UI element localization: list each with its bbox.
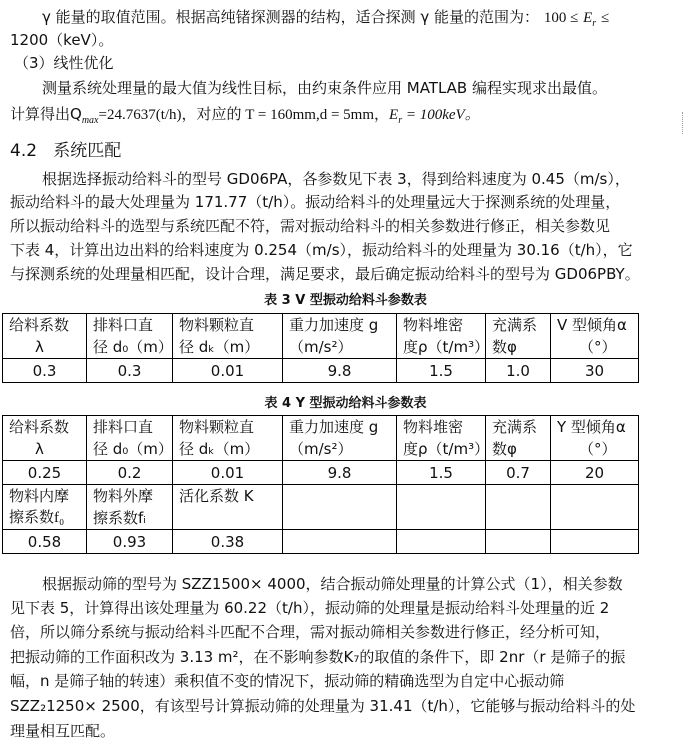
paragraph2-line2 (10, 103, 683, 132)
table4-value-row (3, 461, 639, 485)
paragraph1-text: γ 能量的取值范围。根据高纯锗探测器的结构，适合探测 γ 能量的范围为： (42, 8, 540, 26)
table4-header-cell (397, 416, 490, 461)
header-line: 度ρ（t/m³） (403, 440, 490, 458)
table3-value-cell: 0.3 (3, 359, 87, 383)
paragraph3-line: 根据选择振动给料斗的型号 GD06PA，各参数见下表 3，得到给料速度为 0.45（m/s）， (42, 170, 630, 188)
energy-variable: E (583, 10, 593, 26)
table4-value-cell: 0.01 (173, 461, 283, 485)
table4-header-cell (551, 416, 639, 461)
table3-value-cell: 30 (551, 359, 639, 383)
header-line: 排料口直 (93, 316, 154, 334)
paragraph4-line: 见下表 5，计算得出该处理量为 60.22（t/h），振动筛的处理量是振动给料斗处理量的近 2 (10, 599, 610, 617)
header-line: Y 型倾角α (557, 418, 626, 436)
paragraph1-line2: 1200（keV）。 (10, 31, 114, 49)
header-line: 径 d₀（m） (93, 440, 173, 458)
paragraph4-line: 把振动筛的工作面积改为 3.13 m²，在不影响参数K₇的取值的条件下，即 2nr（r 是筛子的振 (10, 648, 626, 666)
paragraph4-line: SZZ₂1250× 2500，有该型号计算振动筛的处理量为 31.41（t/h），它能够与振动给料斗的处 (10, 697, 636, 715)
header-line: 给料系数 (9, 316, 70, 334)
heading-title: 系统匹配 (53, 141, 122, 161)
table3-value-cell: 0.01 (173, 359, 283, 383)
header-line: （°） (579, 440, 617, 458)
table3-value-row (3, 359, 639, 383)
section-heading (10, 140, 683, 162)
heading-number: 4.2 (10, 141, 38, 161)
table3-value-cell: 0.3 (87, 359, 173, 383)
header-line: 排料口直 (93, 418, 154, 436)
table3-header-cell (397, 314, 490, 359)
table3-value-cell: 1.0 (486, 359, 551, 383)
header-line: （°） (579, 338, 617, 356)
table4-header-cell (486, 416, 551, 461)
table3-header-cell (173, 314, 283, 359)
paragraph3-line: 下表 4，计算出边出料的给料速度为 0.254（m/s），振动给料斗的处理量为 30.16（t/h），它 (10, 241, 633, 259)
paragraph4-line: 倍，所以筛分系统与振动给料斗匹配不合理，需对振动筛相关参数进行修正，经分析可知， (10, 623, 611, 641)
table4-value-cell: 1.5 (397, 461, 486, 485)
header-line (179, 507, 282, 529)
table4-value-cell: 0.58 (3, 530, 87, 554)
table4-header-cell (173, 485, 283, 530)
header-line: 物料堆密 (403, 316, 464, 334)
header-line: 活化系数 K (179, 487, 254, 505)
table3-value-cell: 9.8 (283, 359, 397, 383)
table3-value-cell: 1.5 (397, 359, 486, 383)
header-line: 度ρ（t/m³） (403, 338, 490, 356)
header-line: 数φ (492, 440, 517, 458)
inequality-right: ≤ (600, 10, 610, 26)
header-line: 物料外摩 (93, 487, 154, 505)
header-line: 物料颗粒直 (179, 316, 255, 334)
section3-label: （3）线性优化 (14, 54, 114, 72)
header-line: 擦系数fᵢ (93, 509, 146, 527)
energy-variable-2: E (389, 107, 399, 123)
table4 (2, 415, 639, 554)
table3-header-row (3, 314, 639, 359)
table4-value-cell: 0.25 (3, 461, 87, 485)
paragraph4-line: 理量相互匹配。 (10, 722, 116, 740)
table4-value-cell: 20 (551, 461, 639, 485)
q-max-subscript: max (81, 115, 99, 126)
table4-header-cell (3, 416, 87, 461)
header-line: 充满系 (492, 316, 538, 334)
header-line: 物料堆密 (403, 418, 464, 436)
paragraph2-text-end: = 100keV。 (402, 107, 480, 123)
table4-header-cell (87, 485, 173, 530)
table4-empty-cell (397, 530, 486, 554)
table4-value-cell: 0.7 (486, 461, 551, 485)
header-line: 物料颗粒直 (179, 418, 255, 436)
header-line: λ (35, 440, 44, 458)
header-line: 数φ (492, 338, 517, 356)
table4-empty-cell (551, 485, 639, 530)
table3-header-cell (283, 314, 397, 359)
header-line: 重力加速度 g (289, 418, 379, 436)
header-line: 擦系数f₀ (9, 510, 65, 526)
table4-value-row-2 (3, 530, 639, 554)
table4-empty-cell (486, 485, 551, 530)
table4-header-cell (87, 416, 173, 461)
table4-header-row (3, 416, 639, 461)
table3-header-cell (87, 314, 173, 359)
table4-value-cell: 0.2 (87, 461, 173, 485)
energy-subscript: r (592, 18, 597, 29)
header-line: λ (35, 338, 44, 356)
table4-empty-cell (397, 485, 486, 530)
table3-header-cell (3, 314, 87, 359)
table4-value-cell: 9.8 (283, 461, 397, 485)
paragraph3-line: 振动给料斗的最大处理量为 171.77（t/h）。振动给料斗的处理量远大于探测系统的处理量， (10, 193, 621, 211)
paragraph3-line: 与探测系统的处理量相匹配，设计合理，满足要求，最后确定振动给料斗的型号为 GD06PBY。 (10, 265, 640, 283)
header-line: 重力加速度 g (289, 316, 379, 334)
header-line: （m/s²） (289, 338, 353, 356)
table4-value-cell: 0.93 (87, 530, 173, 554)
table4-caption: 表 4 Y 型振动给料斗参数表 (264, 396, 427, 411)
paragraph2-line1: 测量系统处理量的最大值为线性目标，由约束条件应用 MATLAB 编程实现求出最值。 (42, 79, 607, 97)
table4-empty-cell (283, 485, 397, 530)
table3-header-cell (551, 314, 639, 359)
paragraph2-text-pre: 计算得出Q (10, 105, 82, 123)
paragraph4-line: 根据振动筛的型号为 SZZ1500× 4000，结合振动筛处理量的计算公式（1），相关参数 (42, 575, 623, 593)
header-line: 径 d₀（m） (93, 338, 173, 356)
energy-subscript-2: r (398, 115, 403, 126)
inequality-left: 100 ≤ (543, 10, 579, 26)
paragraph4-line: 幅，n 是筛子轴的转速）乘积值不变的情况下，振动筛的精确选型为自定中心振动筛 (10, 672, 565, 690)
table4-value-cell: 0.38 (173, 530, 283, 554)
header-line: 径 dₖ（m） (179, 338, 260, 356)
header-line: 物料内摩 (9, 487, 70, 505)
header-line: 充满系 (492, 418, 538, 436)
paragraph3-line: 所以振动给料斗的选型与系统匹配不符，需对振动给料斗的相关参数进行修正，相关参数见 (10, 217, 611, 235)
table4-header-cell (3, 485, 87, 530)
header-line: 径 dₖ（m） (179, 440, 260, 458)
table3 (2, 313, 639, 383)
table4-empty-cell (551, 530, 639, 554)
table4-empty-cell (486, 530, 551, 554)
header-line: （m/s²） (289, 440, 353, 458)
table4-header-cell (283, 416, 397, 461)
paragraph2-text-mid: =24.7637(t/h)，对应的 T = 160mm,d = 5mm， (98, 107, 390, 123)
table3-caption: 表 3 V 型振动给料斗参数表 (264, 293, 427, 308)
table4-header-row-2 (3, 485, 639, 530)
margin-marker (682, 112, 691, 134)
header-line: 给料系数 (9, 418, 70, 436)
header-line: V 型倾角α (557, 316, 627, 334)
table4-header-cell (173, 416, 283, 461)
table3-header-cell (486, 314, 551, 359)
table4-empty-cell (283, 530, 397, 554)
